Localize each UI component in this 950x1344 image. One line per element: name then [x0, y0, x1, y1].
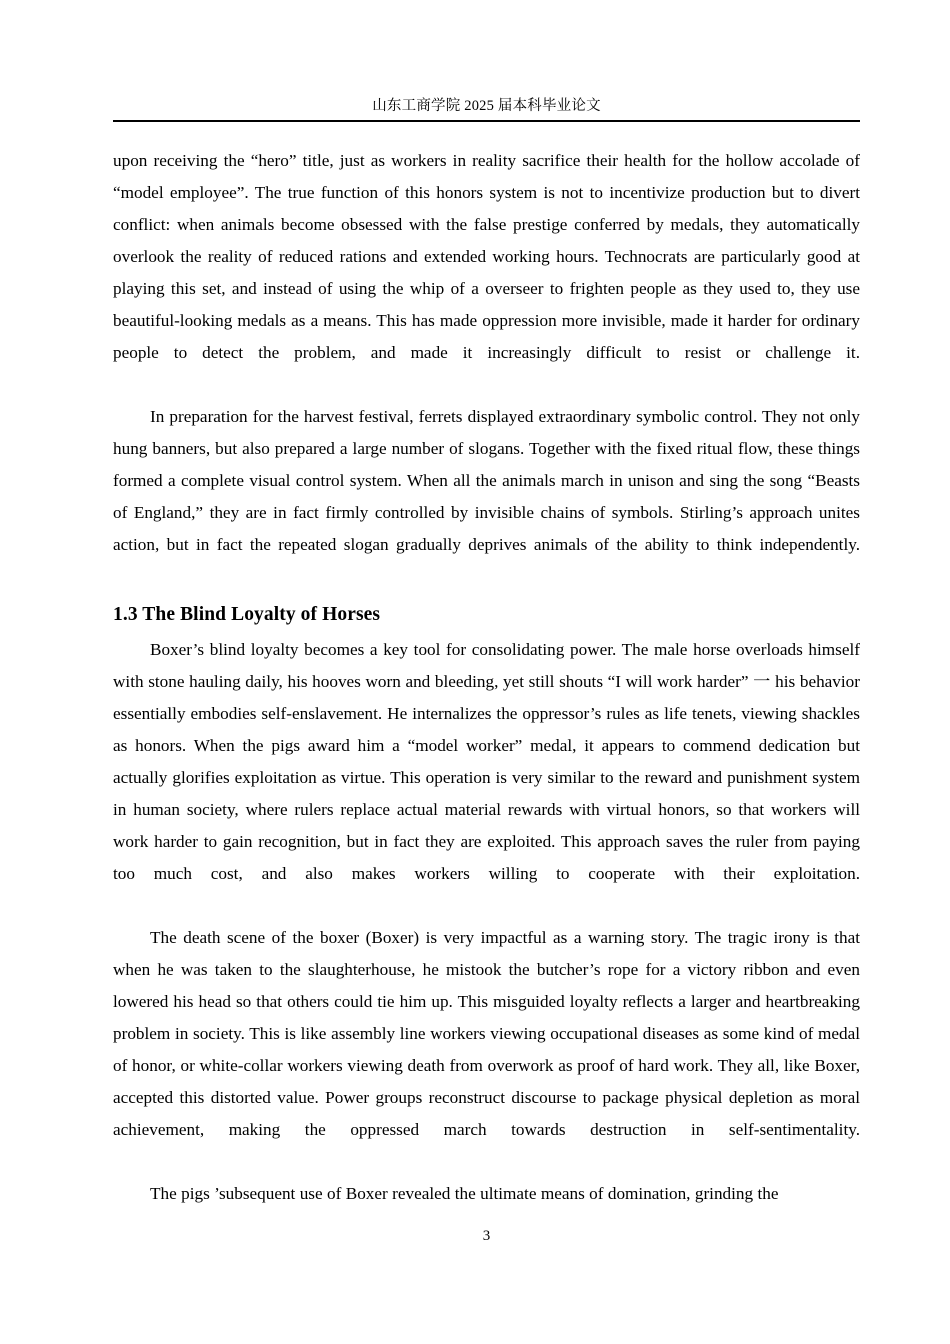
- body-text-area: [113, 145, 860, 1210]
- page-number: [113, 1226, 860, 1246]
- section-heading-1-3: 1.3 The Blind Loyalty of Horses: [113, 604, 381, 625]
- paragraph-boxer-death: The death scene of the boxer (Boxer) is very impactful as a warning story. The tragic irony is that when he was taken to the slaughterhouse, he mistook the butcher’s rope for a victory ribbon and even lowered his head so that others could tie him up. This misguided loyalty reflects a larger and heartbreaking problem in society. This is like assembly line workers viewing occupational diseases as some kind of medal of honor, or white-collar workers viewing death from overwork as proof of hard work. They all, like Boxer, accepted this distorted value. Power groups reconstruct discourse to package physical depletion as moral achievement, making the oppressed march towards destruction in self-sentimentality.: [113, 928, 860, 1139]
- paragraph-boxer-loyalty: Boxer’s blind loyalty becomes a key tool for consolidating power. The male horse overloads himself with stone hauling daily, his hooves worn and bleeding, yet still shouts “I will work harder” 一 his behavior essentially embodies self-enslavement. He internalizes the oppressor’s rules as life tenets, viewing shackles as honors. When the pigs award him a “model worker” medal, it appears to commend dedication but actually glorifies exploitation as virtue. This operation is very similar to the reward and punishment system in human society, where rulers replace actual material rewards with virtual honors, so that workers will work harder to gain recognition, but in fact they are exploited. This approach saves the ruler from paying too much cost, and also makes workers willing to cooperate with their exploitation.: [113, 640, 860, 883]
- page-number-text: 3: [482, 1228, 491, 1244]
- running-header-text: 山东工商学院 2025 届本科毕业论文: [372, 98, 601, 114]
- paragraph-harvest-festival: In preparation for the harvest festival, ferrets displayed extraordinary symbolic control. They not only hung banners, but also prepared a large number of slogans. Together with the fixed ritual flow, these things formed a complete visual control system. When all the animals march in unison and sing the song “Beasts of England,” they are in fact firmly controlled by invisible chains of symbols. Stirling’s approach unites action, but in fact the repeated slogan gradually deprives animals of the ability to think independently.: [113, 407, 860, 554]
- running-header: [113, 96, 860, 116]
- content-frame: [113, 0, 860, 1344]
- paragraph-honors-system: upon receiving the “hero” title, just as workers in reality sacrifice their health for the hollow accolade of “model employee”. The true function of this honors system is not to incentivize production but to divert conflict: when animals become obsessed with the false prestige conferred by medals, they automatically overlook the reality of reduced rations and extended working hours. Technocrats are particularly good at playing this set, and instead of using the whip of a overseer to frighten people as they used to, they use beautiful-looking medals as a means. This has made oppression more invisible, made it harder for ordinary people to detect the problem, and made it increasingly difficult to resist or challenge it.: [113, 151, 860, 362]
- paragraph-pigs-domination: The pigs ’subsequent use of Boxer revealed the ultimate means of domination, grinding the: [150, 1184, 779, 1203]
- header-rule-divider: [113, 120, 860, 122]
